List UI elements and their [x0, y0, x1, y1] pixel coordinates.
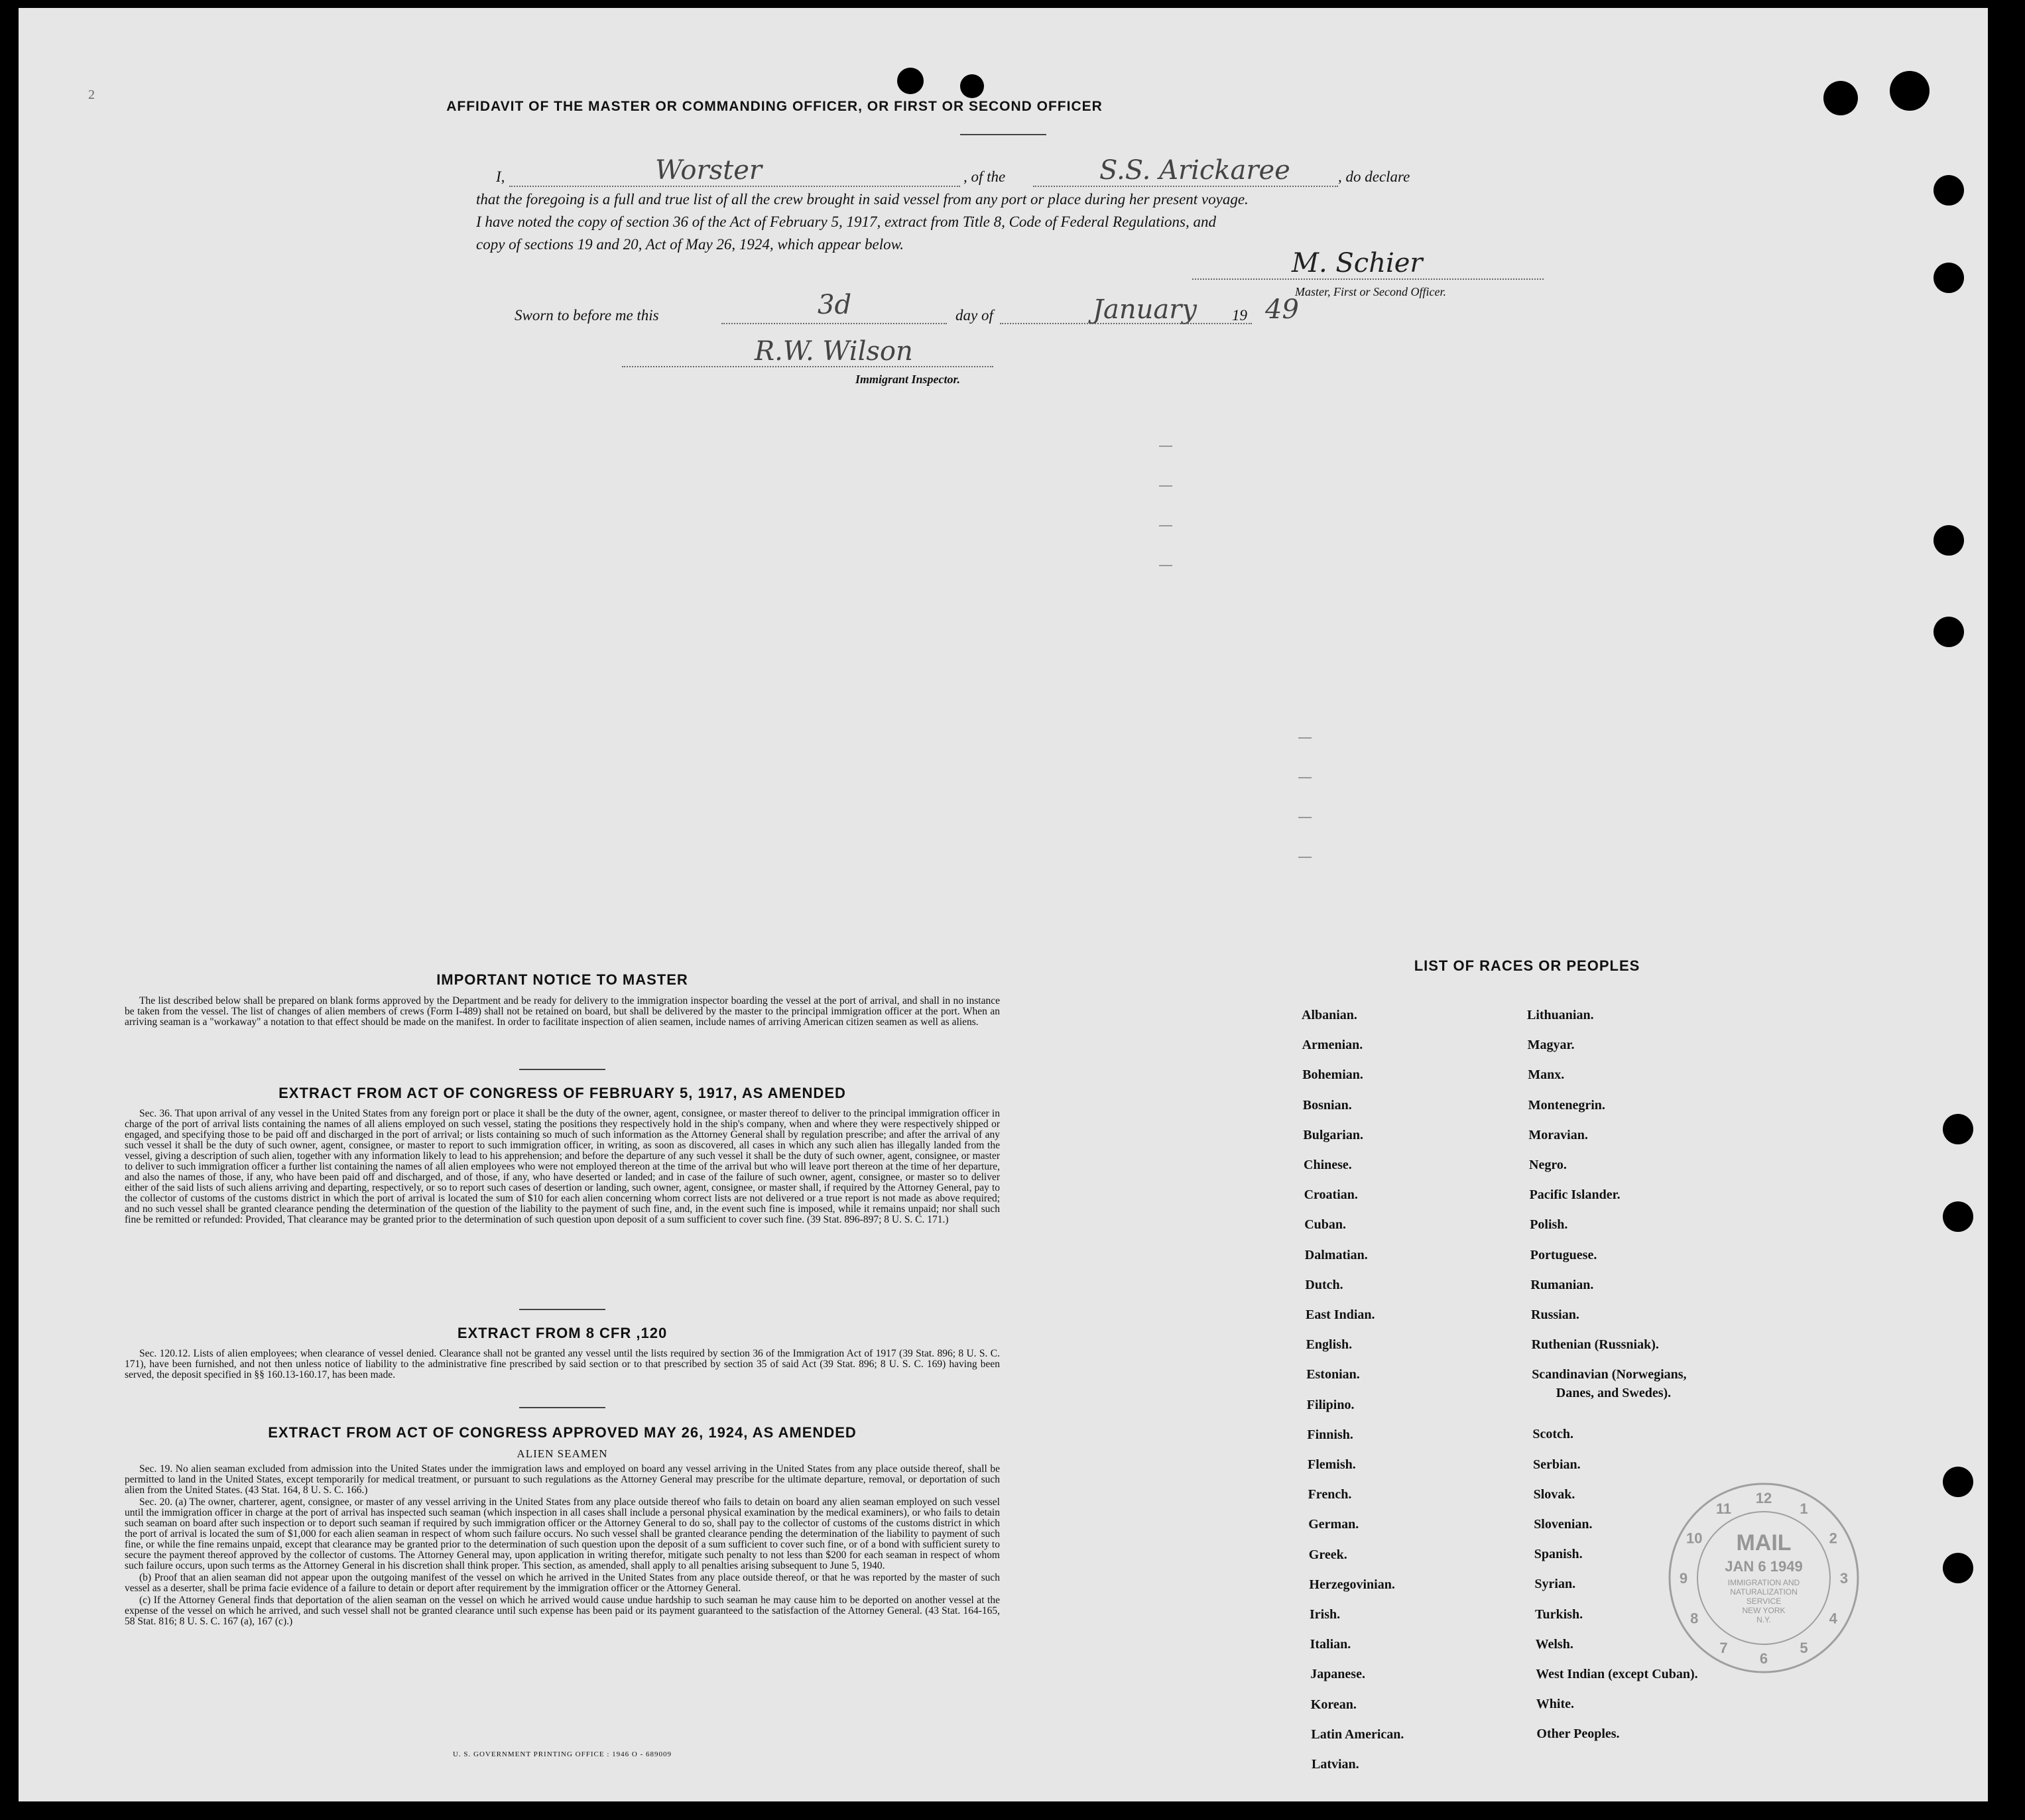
race-item: Bosnian. [1302, 1097, 1352, 1113]
punch-hole [1890, 71, 1930, 111]
extract-1924-paragraph: (b) Proof that an alien seaman did not appear upon the outgoing manifest of the vessel on which he arrived in the United States from any place outside thereof, or that he was reported by the master of such vessel as a deserter, shall be prima facie evidence of a failure to detain or deport after requirement by the immigration officer or the Attorney General. [125, 1572, 1000, 1594]
bleed-mark [1159, 565, 1172, 566]
affidavit-title: AFFIDAVIT OF THE MASTER OR COMMANDING OFFICER, OR FIRST OR SECOND OFFICER [446, 99, 1103, 114]
extract-1924-paragraph: Sec. 19. No alien seaman excluded from admission into the United States under the immigration laws and employed on board any vessel arriving in the United States from any place outside thereof, shall be permitted to land in the United States, except temporarily for medical treatment, or pursuant to such regulations as the Attorney General may prescribe for the ultimate departure, removal, or deportation of such alien from the United States. (43 Stat. 164, 8 U. S. C. 166.) [125, 1463, 1000, 1496]
punch-hole [1943, 1553, 1973, 1583]
stamp-ring-number: 2 [1829, 1530, 1837, 1547]
stamp-ring-number: 1 [1800, 1500, 1808, 1518]
stamp-line-2: NATURALIZATION [1730, 1587, 1798, 1597]
inspector-signature: R.W. Wilson [755, 336, 913, 367]
race-item: Finnish. [1307, 1427, 1353, 1442]
extract-8cfr-body [125, 1349, 1000, 1382]
bleed-mark [1159, 446, 1172, 447]
race-item: Flemish. [1308, 1457, 1356, 1472]
race-item: Slovenian. [1534, 1517, 1593, 1532]
race-item: Croatian. [1304, 1187, 1358, 1203]
race-item: Moravian. [1528, 1127, 1588, 1142]
extract-8cfr-paragraph: Sec. 120.12. Lists of alien employees; when clearance of vessel denied. Clearance shall not be granted any vessel until the lists required by section 36 of the Immigration Act of 1917 (39 Stat. 896; 8 U. S. C. 171), have been furnished, and not then unless notice of liability to the administrative fine prescribed by said section or to that prescribed by section 35 of said Act (39 Stat. 896; 8 U. S. C. 169) having been served, the deposit specified in §§ 160.13-160.17, has been made. [125, 1348, 1000, 1380]
title-rule [960, 134, 1046, 135]
stamp-date: JAN 6 1949 [1725, 1558, 1803, 1575]
extract-1924-title: EXTRACT FROM ACT OF CONGRESS APPROVED MAY 26, 1924, AS AMENDED [268, 1424, 857, 1441]
race-item: Slovak. [1533, 1486, 1575, 1502]
race-item: East Indian. [1306, 1307, 1375, 1322]
stamp-line-1: IMMIGRATION AND [1727, 1578, 1800, 1587]
race-item: German. [1308, 1517, 1359, 1532]
punch-hole [1933, 263, 1964, 293]
bleed-mark [1298, 817, 1312, 818]
race-item: Other Peoples. [1536, 1727, 1620, 1742]
notice-body [125, 996, 1000, 1029]
race-item: Polish. [1530, 1217, 1568, 1233]
race-item: Scotch. [1532, 1427, 1574, 1442]
race-item: Spanish. [1534, 1547, 1583, 1562]
name-dotline [509, 186, 960, 187]
year-suffix-handwritten: 49 [1265, 294, 1299, 325]
race-item: Magyar. [1527, 1038, 1575, 1053]
race-item: Irish. [1310, 1607, 1341, 1622]
punch-hole [1943, 1201, 1973, 1232]
affidavit-of-the: , of the [963, 168, 1006, 185]
stamp-ring-number: 5 [1800, 1639, 1808, 1656]
stamp-line-5: N.Y. [1756, 1615, 1771, 1624]
race-item: White. [1536, 1697, 1575, 1712]
bleed-mark [1159, 485, 1172, 487]
stamp-ring-number: 10 [1686, 1530, 1703, 1547]
stamp-label: MAIL [1736, 1530, 1792, 1555]
punch-hole [1933, 525, 1964, 556]
race-item: Danes, and Swedes). [1556, 1386, 1672, 1401]
sworn-day-handwritten: 3d [818, 290, 852, 320]
vessel-name-handwritten: S.S. Arickaree [1099, 155, 1290, 186]
mail-stamp [1664, 1479, 1863, 1677]
extract-1924-paragraph: Sec. 20. (a) The owner, charterer, agent, consignee, or master of any vessel arriving in the United States from any place outside thereof who fails to detain on board any alien seaman employed on such vessel until the immigration officer in charge at the port of arrival has inspected such seaman (which inspection in all cases shall include a personal physical examination by the medical examiners), or who fails to detain such seaman on board after such inspection or to deport such seaman if required by such immigration officer or the Attorney General to do so, shall pay to the collector of customs of the customs district in which the port of arrival is located the sum of $1,000 for each alien seaman in respect of whom such failure occurs. No such vessel shall be granted clearance pending the determination of the liability to payment of such fine, or while the fine remains unpaid, except that clearance may be granted prior to the determination of such question upon the deposit of a sum sufficient to cover such fine, or of a bond with sufficient surety to secure the payment thereof approved by the collector of customs. The Attorney General may, upon application in writing therefor, mitigate such penalty to not less than $200 for each seaman in respect of whom such failure occurs, upon such terms as the Attorney General in his discretion shall think proper. This section, as amended, shall apply to all penalties arising subsequent to June 5, 1940. [125, 1496, 1000, 1571]
master-signature: M. Schier [1292, 248, 1423, 278]
race-item: Welsh. [1535, 1636, 1573, 1652]
stamp-ring-number: 8 [1690, 1610, 1699, 1627]
punch-hole [1823, 81, 1858, 115]
bleed-mark [1298, 857, 1312, 858]
race-item: Latvian. [1312, 1757, 1359, 1772]
stamp-ring-number: 12 [1755, 1490, 1772, 1506]
extract-8cfr-title: EXTRACT FROM 8 CFR ,120 [457, 1325, 668, 1341]
vessel-dotline [1033, 186, 1338, 187]
document-page [19, 8, 1988, 1801]
race-item: Estonian. [1306, 1367, 1360, 1382]
race-item: Pacific Islander. [1529, 1187, 1621, 1203]
day-of-text: day of [955, 307, 993, 324]
bleed-mark [1159, 525, 1172, 526]
races-title: LIST OF RACES OR PEOPLES [1414, 957, 1640, 974]
punch-hole [960, 74, 984, 98]
race-item: Montenegrin. [1528, 1097, 1605, 1113]
race-item: English. [1306, 1337, 1353, 1353]
sworn-text: Sworn to before me this [515, 307, 659, 324]
extract-1917-body [125, 1109, 1000, 1227]
printing-office-footer: U. S. GOVERNMENT PRINTING OFFICE : 1946 O - 689009 [452, 1750, 672, 1758]
race-item: Lithuanian. [1527, 1008, 1594, 1022]
stamp-ring-number: 11 [1715, 1500, 1732, 1518]
extract-1917-title: EXTRACT FROM ACT OF CONGRESS OF FEBRUARY 5, 1917, AS AMENDED [278, 1085, 846, 1101]
race-item: Albanian. [1302, 1008, 1357, 1022]
extract-1924-subtitle: ALIEN SEAMEN [517, 1447, 608, 1460]
year-prefix: 19 [1232, 307, 1247, 324]
extract-1924-body [125, 1464, 1000, 1628]
race-item: Dutch. [1305, 1277, 1343, 1292]
race-item: Rumanian. [1530, 1277, 1594, 1292]
punch-hole [1943, 1114, 1973, 1144]
race-item: Chinese. [1304, 1158, 1352, 1172]
race-item: Korean. [1310, 1697, 1357, 1712]
notice-paragraph: The list described below shall be prepared on blank forms approved by the Department and be ready for delivery to the immigration inspector boarding the vessel at the port of arrival, and shall in no instance be taken from the vessel. The list of changes of alien members of crews (Form I-489) shall not be retained on board, but shall be delivered by the master to the principal immigration officer at the port. When an arriving seaman is a "workaway" a notation to that effect should be made on the manifest. In order to facilitate inspection of alien seamen, include names of arriving American citizen seamen as well as aliens. [125, 995, 1000, 1028]
signature-dotline [1192, 278, 1544, 280]
corner-number: 2 [88, 88, 95, 102]
race-item: Filipino. [1306, 1397, 1355, 1412]
stamp-ring-number: 3 [1839, 1570, 1849, 1587]
race-item: Scandinavian (Norwegians, [1532, 1367, 1687, 1382]
notice-title: IMPORTANT NOTICE TO MASTER [436, 971, 688, 988]
race-item: Syrian. [1534, 1577, 1576, 1592]
month-dotline [1000, 323, 1252, 324]
race-item: French. [1308, 1487, 1352, 1502]
race-item: Negro. [1529, 1158, 1567, 1172]
affidavit-i: I, [496, 168, 505, 185]
notice-rule [519, 1069, 605, 1070]
race-item: Armenian. [1302, 1038, 1363, 1053]
punch-hole [897, 68, 924, 94]
race-item: Turkish. [1535, 1607, 1583, 1622]
race-item: Herzegovinian. [1309, 1577, 1395, 1592]
day-dotline [721, 323, 947, 324]
race-item: Manx. [1528, 1067, 1565, 1083]
race-item: Italian. [1310, 1637, 1351, 1652]
race-item: West Indian (except Cuban). [1536, 1667, 1698, 1681]
race-item: Serbian. [1533, 1457, 1581, 1472]
stamp-ring-number: 9 [1679, 1570, 1688, 1587]
affidavit-line-3: I have noted the copy of section 36 of the Act of February 5, 1917, extract from Title 8, Code of Federal Regulations, and [476, 213, 1216, 230]
race-item: Japanese. [1310, 1667, 1365, 1682]
stamp-ring-number: 4 [1829, 1610, 1837, 1627]
race-item: Russian. [1531, 1307, 1579, 1322]
stamp-ring-number: 7 [1719, 1639, 1728, 1656]
race-item: Bulgarian. [1303, 1127, 1363, 1142]
extract-8cfr-rule [519, 1407, 605, 1408]
stamp-ring-number: 6 [1759, 1650, 1768, 1667]
race-item: Ruthenian (Russniak). [1531, 1337, 1659, 1353]
stamp-line-4: NEW YORK [1742, 1606, 1786, 1615]
affidavit-line-4: copy of sections 19 and 20, Act of May 26, 1924, which appear below. [476, 236, 904, 253]
race-item: Portuguese. [1530, 1247, 1597, 1262]
punch-hole [1943, 1467, 1973, 1497]
affidavit-line-2: that the foregoing is a full and true list of all the crew brought in said vessel from any port or place during her present voyage. [476, 191, 1249, 208]
race-item: Dalmatian. [1304, 1247, 1368, 1262]
bleed-mark [1298, 777, 1312, 778]
extract-1917-paragraph: Sec. 36. That upon arrival of any vessel in the United States from any foreign port or place it shall be the duty of the owner, agent, consignee, or master thereof to deliver to the principal immigration officer in charge of the port of arrival lists containing the names of all aliens employed on such vessel, stating the positions they respectively hold in the ship's company, when and where they were respectively shipped or engaged, and specifying those to be paid off and discharged in the port of arrival; or lists containing so much of such information as the Attorney General shall by regulation prescribe; and after the arrival of any such vessel it shall be the duty of such owner, agent, consignee, or master to report to such immigration officer, in writing, as soon as discovered, all cases in which any such alien has illegally landed from the vessel, giving a description of such alien, together with any information likely to lead to his apprehension; and before the departure of any such vessel it shall be the duty of such owner, agent, consignee, or master to deliver to such immigration officer a further list containing the names of all alien employees who were not employed thereon at the time of the arrival but who will leave port thereon at the time of her departure, and also the names of those, if any, who have been paid off and discharged, and of those, if any, who have deserted or landed; and in case of the failure of such owner, agent, consignee, or master so to deliver either of the said lists of such aliens arriving and departing, respectively, or so to report such cases of desertion or landing, such owner, agent, consignee, or master shall, if required by the Attorney General, pay to the collector of customs of the customs district in which the port of arrival is located the sum of $10 for each alien concerning whom correct lists are not delivered or a true report is not made as above required; and no such vessel shall be granted clearance pending the determination of the question of the liability to the payment of such fine, and, in the event such fine is imposed, while it remains unpaid; nor shall such fine be remitted or refunded: Provided, That clearance may be granted prior to the determination of such question upon deposit of a sum sufficient to cover such fine. (39 Stat. 896-897; 8 U. S. C. 171.) [125, 1108, 1000, 1225]
inspector-dotline [622, 366, 993, 367]
sworn-month-handwritten: January [1093, 294, 1197, 325]
affidavit-do-declare: , do declare [1338, 168, 1410, 185]
punch-hole [1933, 617, 1964, 647]
race-item: Bohemian. [1302, 1067, 1363, 1083]
extract-1924-paragraph: (c) If the Attorney General finds that deportation of the alien seaman on the vessel on which he arrived would cause undue hardship to such seaman he may cause him to be deported on another vessel at the expense of the vessel on which he arrived, and such vessel shall not be granted clearance until such expense has been paid or its payment guaranteed to the satisfaction of the Attorney General. (43 Stat. 164-165, 58 Stat. 816; 8 U. S. C. 167 (a), 167 (c).) [125, 1595, 1000, 1627]
stamp-line-3: SERVICE [1746, 1597, 1782, 1606]
master-name-handwritten: Worster [655, 155, 762, 186]
signature-caption: Master, First or Second Officer. [1295, 285, 1446, 298]
bleed-mark [1298, 737, 1312, 739]
race-item: Cuban. [1304, 1217, 1346, 1233]
extract-1917-rule [519, 1309, 605, 1310]
race-item: Latin American. [1311, 1727, 1404, 1742]
race-item: Greek. [1308, 1547, 1347, 1562]
inspector-caption: Immigrant Inspector. [855, 373, 961, 386]
punch-hole [1933, 175, 1964, 206]
